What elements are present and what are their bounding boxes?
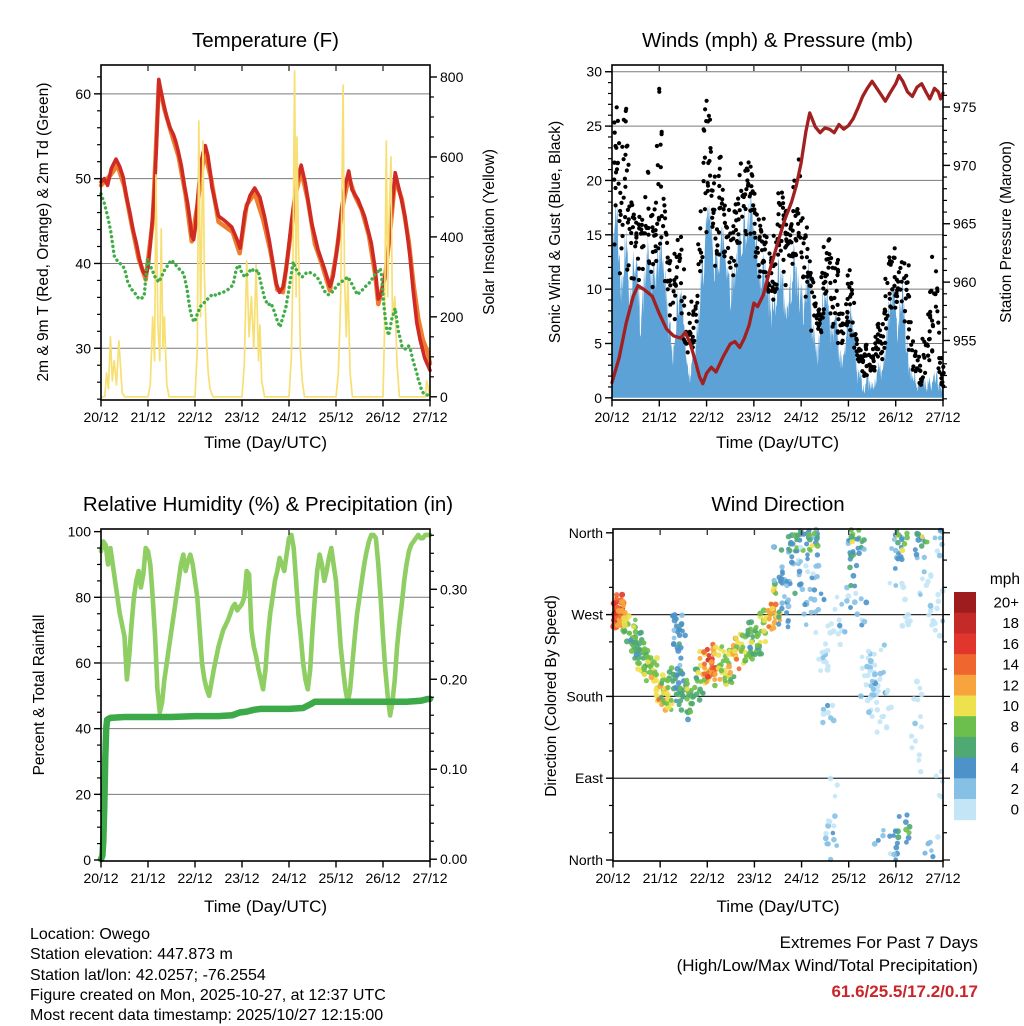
- humidity-chart-title: Relative Humidity (%) & Precipitation (in): [82, 493, 454, 516]
- svg-text:26/12: 26/12: [878, 409, 914, 425]
- winddir-yaxis-left-label: Direction (Colored By Speed): [543, 595, 560, 797]
- svg-text:25/12: 25/12: [318, 870, 354, 886]
- svg-text:975: 975: [953, 99, 977, 116]
- svg-text:24/12: 24/12: [271, 870, 307, 886]
- winds-yaxis-right-label: Station Pressure (Maroon): [998, 141, 1015, 323]
- temperature-yaxis-left-label: 2m & 9m T (Red, Orange) & 2m Td (Green): [35, 82, 52, 382]
- svg-text:965: 965: [953, 215, 977, 232]
- extremes-title: Extremes For Past 7 Days: [779, 933, 978, 952]
- extremes-values: 61.6/25.5/17.2/0.17: [831, 982, 978, 1001]
- svg-text:80: 80: [75, 589, 91, 606]
- svg-text:23/12: 23/12: [736, 409, 772, 425]
- svg-text:400: 400: [440, 228, 464, 245]
- svg-text:West: West: [571, 606, 603, 623]
- svg-text:26/12: 26/12: [365, 870, 401, 886]
- svg-text:20/12: 20/12: [83, 870, 119, 886]
- svg-text:960: 960: [953, 274, 977, 291]
- svg-text:24/12: 24/12: [784, 870, 820, 886]
- svg-text:0.30: 0.30: [440, 581, 468, 598]
- svg-text:14: 14: [1002, 656, 1019, 674]
- svg-text:21/12: 21/12: [130, 409, 166, 425]
- svg-text:23/12: 23/12: [224, 870, 260, 886]
- svg-text:20: 20: [586, 172, 602, 189]
- winds_pressure-plot: [586, 64, 976, 425]
- svg-text:26/12: 26/12: [365, 409, 401, 425]
- svg-text:26/12: 26/12: [878, 870, 914, 886]
- svg-text:800: 800: [440, 68, 464, 85]
- winddir-chart-title: Wind Direction: [711, 493, 845, 516]
- svg-text:mph: mph: [989, 571, 1020, 588]
- figure-created-timestamp: Figure created on Mon, 2025-10-27, at 12:37 UTC: [30, 986, 386, 1004]
- winds-yaxis-left-label: Sonic Wind & Gust (Blue, Black): [547, 120, 564, 344]
- svg-text:16: 16: [1002, 635, 1019, 653]
- svg-text:21/12: 21/12: [641, 409, 677, 425]
- svg-text:20+: 20+: [993, 594, 1019, 612]
- svg-text:30: 30: [586, 63, 602, 80]
- winds-chart-title: Winds (mph) & Pressure (mb): [641, 29, 914, 52]
- svg-text:25: 25: [586, 118, 602, 135]
- svg-text:22/12: 22/12: [177, 409, 213, 425]
- svg-text:20: 20: [75, 786, 91, 803]
- svg-text:22/12: 22/12: [689, 409, 725, 425]
- winds-xaxis-label: Time (Day/UTC): [715, 433, 840, 452]
- svg-text:0: 0: [83, 852, 91, 869]
- svg-text:27/12: 27/12: [412, 409, 448, 425]
- svg-text:24/12: 24/12: [783, 409, 819, 425]
- svg-text:20/12: 20/12: [595, 870, 631, 886]
- svg-text:22/12: 22/12: [689, 870, 725, 886]
- humidity-xaxis-label: Time (Day/UTC): [203, 897, 328, 916]
- svg-text:6: 6: [1010, 739, 1019, 757]
- svg-text:10: 10: [586, 281, 602, 298]
- svg-text:2: 2: [1010, 780, 1019, 798]
- svg-text:15: 15: [586, 226, 602, 243]
- svg-text:North: North: [568, 852, 603, 869]
- svg-text:21/12: 21/12: [130, 870, 166, 886]
- svg-text:955: 955: [953, 332, 977, 349]
- svg-text:21/12: 21/12: [642, 870, 678, 886]
- svg-text:5: 5: [594, 335, 602, 352]
- svg-text:20/12: 20/12: [594, 409, 630, 425]
- svg-text:East: East: [574, 770, 603, 787]
- svg-text:27/12: 27/12: [412, 870, 448, 886]
- svg-text:22/12: 22/12: [177, 870, 213, 886]
- svg-text:0: 0: [440, 388, 448, 405]
- svg-text:4: 4: [1010, 760, 1019, 778]
- svg-text:50: 50: [75, 170, 91, 187]
- svg-text:North: North: [568, 524, 603, 541]
- station-latlon: Station lat/lon: 42.0257; -76.2554: [30, 966, 266, 984]
- station-elevation: Station elevation: 447.873 m: [30, 946, 233, 964]
- wind-speed-legend: [954, 571, 1020, 820]
- svg-text:27/12: 27/12: [925, 870, 961, 886]
- svg-text:0.20: 0.20: [440, 671, 468, 688]
- station-info-block: [30, 925, 386, 1026]
- station-location: Location: Owego: [30, 926, 151, 943]
- svg-text:25/12: 25/12: [830, 409, 866, 425]
- svg-text:0.00: 0.00: [440, 851, 468, 868]
- svg-text:40: 40: [75, 720, 91, 737]
- svg-text:20/12: 20/12: [83, 409, 119, 425]
- most-recent-data-timestamp: Most recent data timestamp: 2025/10/27 12:15:00: [30, 1007, 384, 1025]
- svg-text:24/12: 24/12: [271, 409, 307, 425]
- svg-text:60: 60: [75, 654, 91, 671]
- svg-text:970: 970: [953, 157, 977, 174]
- svg-text:18: 18: [1002, 615, 1019, 633]
- extremes-subtitle: (High/Low/Max Wind/Total Precipitation): [676, 956, 978, 975]
- svg-text:60: 60: [75, 85, 91, 102]
- humidity_precip-plot: [68, 524, 468, 886]
- svg-text:23/12: 23/12: [224, 409, 260, 425]
- wind_direction-plot: [566, 525, 960, 886]
- svg-text:23/12: 23/12: [736, 870, 772, 886]
- svg-text:27/12: 27/12: [925, 409, 961, 425]
- svg-text:0: 0: [1010, 801, 1019, 819]
- svg-text:40: 40: [75, 255, 91, 272]
- svg-text:0: 0: [594, 389, 602, 406]
- extremes-block: [458, 931, 978, 1003]
- humidity-yaxis-left-label: Percent & Total Rainfall: [31, 614, 48, 776]
- svg-text:200: 200: [440, 308, 464, 325]
- temperature-chart-title: Temperature (F): [192, 29, 339, 52]
- svg-text:8: 8: [1010, 718, 1019, 736]
- svg-text:10: 10: [1002, 698, 1019, 715]
- svg-text:25/12: 25/12: [831, 870, 867, 886]
- temperature-plot: [75, 65, 463, 425]
- svg-text:12: 12: [1002, 677, 1019, 695]
- svg-text:25/12: 25/12: [318, 409, 354, 425]
- svg-text:South: South: [566, 688, 603, 705]
- svg-text:100: 100: [67, 523, 91, 540]
- winddir-xaxis-label: Time (Day/UTC): [716, 897, 840, 916]
- svg-text:600: 600: [440, 148, 464, 165]
- temperature-yaxis-right-label: Solar Insolation (Yellow): [481, 149, 498, 315]
- svg-text:30: 30: [75, 340, 91, 357]
- temperature-xaxis-label: Time (Day/UTC): [203, 433, 328, 452]
- svg-text:0.10: 0.10: [440, 761, 468, 778]
